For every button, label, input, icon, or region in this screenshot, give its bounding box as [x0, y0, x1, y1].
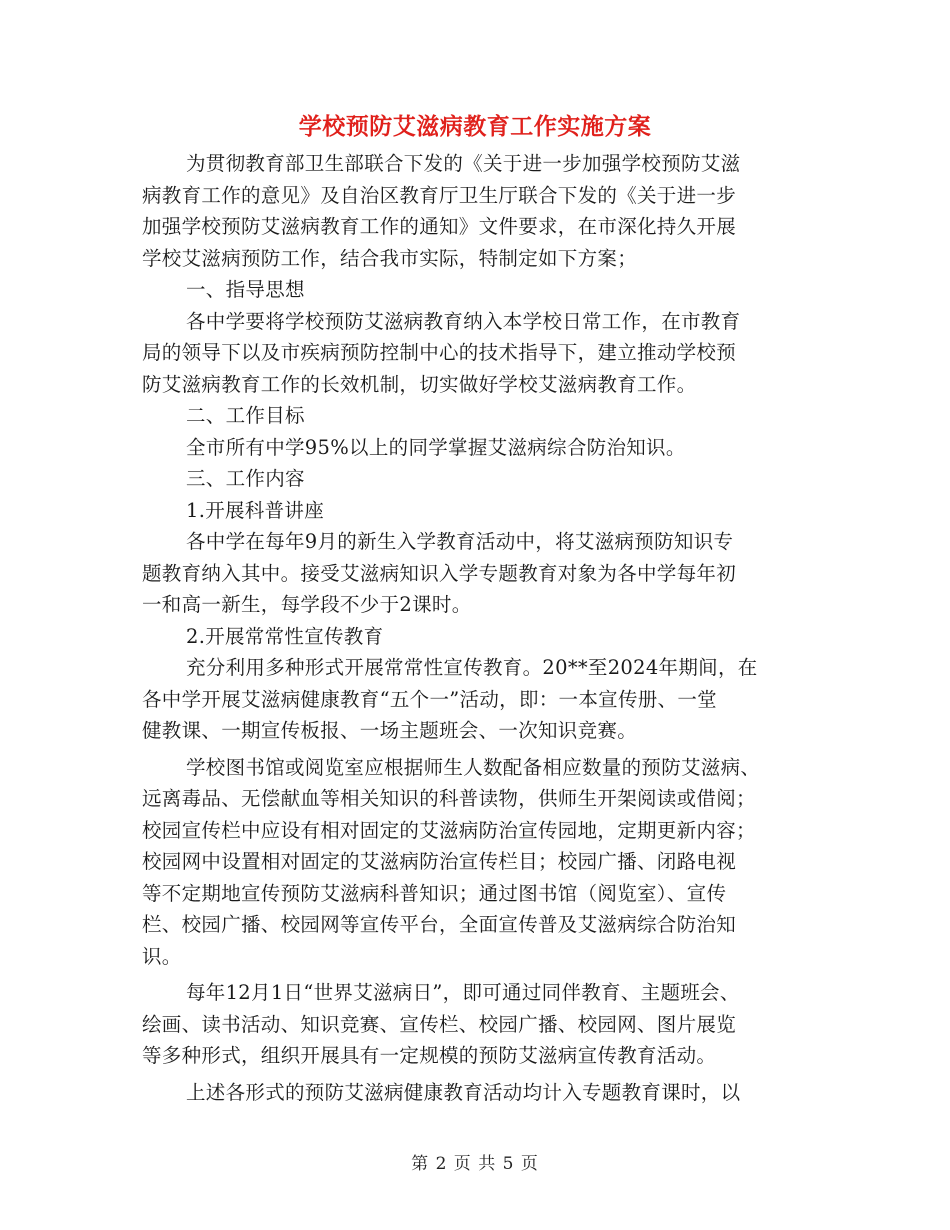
paragraph-line: 上述各形式的预防艾滋病健康教育活动均计入专题教育课时，以 [186, 1080, 741, 1104]
paragraph-line: 病教育工作的意见》及自治区教育厅卫生厅联合下发的《关于进一步 [142, 183, 737, 207]
paragraph-line: 校园宣传栏中应设有相对固定的艾滋病防治宣传园地，定期更新内容； [142, 818, 756, 842]
subsection-heading: 2.开展常常性宣传教育 [186, 624, 384, 648]
paragraph-line: 每年12月1日“世界艾滋病日”，即可通过同伴教育、主题班会、 [186, 981, 740, 1004]
section-heading: 一、指导思想 [186, 278, 305, 301]
document-title: 学校预防艾滋病教育工作实施方案 [298, 113, 652, 140]
section-heading: 三、工作内容 [186, 467, 305, 490]
paragraph-line: 各中学在每年9月的新生入学教育活动中，将艾滋病预防知识专 [186, 530, 734, 553]
paragraph-line: 识。 [142, 944, 182, 968]
paragraph-line: 学校艾滋病预防工作，结合我市实际，特制定如下方案； [142, 246, 638, 270]
paragraph-line: 等多种形式，组织开展具有一定规模的预防艾滋病宣传教育活动。 [142, 1044, 717, 1067]
paragraph-line: 等不定期地宣传预防艾滋病科普知识；通过图书馆（阅览室）、宣传 [142, 881, 727, 905]
paragraph-line: 一和高一新生，每学段不少于2课时。 [142, 593, 472, 616]
paragraph-line: 学校图书馆或阅览室应根据师生人数配备相应数量的预防艾滋病、 [186, 755, 761, 779]
paragraph-line: 为贯彻教育部卫生部联合下发的《关于进一步加强学校预防艾滋 [186, 152, 741, 175]
paragraph-line: 绘画、读书活动、知识竞赛、宣传栏、校园广播、校园网、图片展览 [142, 1012, 737, 1036]
paragraph-line: 全市所有中学95%以上的同学掌握艾滋病综合防治知识。 [186, 435, 686, 459]
paragraph-line: 各中学开展艾滋病健康教育“五个一”活动，即：一本宣传册、一堂 [142, 687, 717, 711]
paragraph-line: 局的领导下以及市疾病预防控制中心的技术指导下，建立推动学校预 [142, 341, 737, 364]
section-heading: 二、工作目标 [186, 404, 305, 427]
page-number-footer: 第 2 页 共 5 页 [411, 1154, 539, 1174]
paragraph-line: 各中学要将学校预防艾滋病教育纳入本学校日常工作，在市教育 [186, 309, 741, 333]
paragraph-line: 防艾滋病教育工作的长效机制，切实做好学校艾滋病教育工作。 [142, 372, 697, 396]
paragraph-line: 远离毒品、无偿献血等相关知识的科普读物，供师生开架阅读或借阅； [142, 787, 756, 810]
paragraph-line: 校园网中设置相对固定的艾滋病防治宣传栏目；校园广播、闭路电视 [142, 850, 737, 873]
paragraph-line: 栏、校园广播、校园网等宣传平台，全面宣传普及艾滋病综合防治知 [142, 913, 737, 936]
subsection-heading: 1.开展科普讲座 [186, 498, 325, 522]
paragraph-line: 充分利用多种形式开展常常性宣传教育。20**至2024年期间，在 [186, 656, 758, 679]
document-body [142, 148, 814, 1108]
paragraph-line: 加强学校预防艾滋病教育工作的通知》文件要求，在市深化持久开展 [142, 215, 737, 238]
paragraph-line: 健教课、一期宣传板报、一场主题班会、一次知识竞赛。 [142, 719, 638, 742]
paragraph-line: 题教育纳入其中。接受艾滋病知识入学专题教育对象为各中学每年初 [142, 561, 737, 585]
